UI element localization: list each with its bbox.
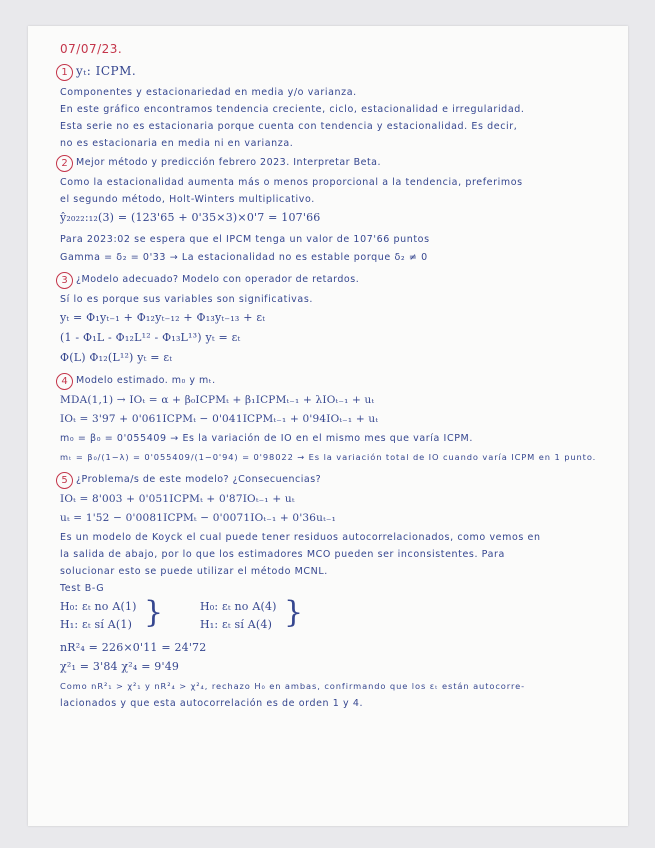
s1-line-1: En este gráfico encontramos tendencia creciente, ciclo, estacionalidad e irregularidad. [60, 104, 525, 115]
s2-line-2: el segundo método, Holt-Winters multiplicativo. [60, 194, 315, 205]
s5-test: Test B-G [60, 583, 105, 594]
section-number-2: 2 [56, 155, 73, 172]
s5-line-3: solucionar esto se puede utilizar el método MCNL. [60, 566, 328, 577]
s5-line-2: la salida de abajo, por lo que los estimadores MCO pueden ser inconsistentes. Para [60, 549, 505, 560]
s5-h1-a4: H₁: εₜ sí A(4) [200, 618, 273, 631]
s2-forecast: ŷ₂₀₂₂:₁₂(3) = (123'65 + 0'35×3)×0'7 = 107'66 [60, 211, 321, 224]
section-number-4: 4 [56, 373, 73, 390]
section-title-1: yₜ: ICPM. [76, 64, 137, 78]
s2-line-1: Como la estacionalidad aumenta más o menos proporcional a la tendencia, preferimos [60, 177, 523, 188]
s1-line-2: Esta serie no es estacionaria porque cuenta con tendencia y estacionalidad. Es decir, [60, 121, 518, 132]
section-title-2: Mejor método y predicción febrero 2023. Interpretar Beta. [76, 157, 382, 168]
s5-eq-1: IOₜ = 8'003 + 0'051ICPMₜ + 0'87IOₜ₋₁ + uₜ [60, 493, 295, 505]
date: 07/07/23. [60, 42, 123, 56]
s1-heading: Componentes y estacionariedad en media y/o varianza. [60, 87, 357, 98]
s2-gamma: Gamma = δ₂ = 0'33 → La estacionalidad no es estable porque δ₂ ≠ 0 [60, 252, 428, 263]
s4-eq-1: MDA(1,1) → IOₜ = α + β₀ICPMₜ + β₁ICPMₜ₋₁ + λIOₜ₋₁ + uₜ [60, 394, 375, 406]
s4-eq-2: IOₜ = 3'97 + 0'061ICPMₜ − 0'041ICPMₜ₋₁ + 0'94IOₜ₋₁ + uₜ [60, 413, 379, 425]
s5-h0-a4: H₀: εₜ no A(4) [200, 600, 277, 613]
s5-nr: nR²₄ = 226×0'11 = 24'72 [60, 641, 207, 654]
s5-h1-a1: H₁: εₜ sí A(1) [60, 618, 133, 631]
s5-line-1: Es un modelo de Koyck el cual puede tener residuos autocorrelacionados, como vemos en [60, 532, 541, 543]
s5-conclusion-1: Como nR²₁ > χ²₁ y nR²₄ > χ²₄, rechazo H₀ en ambas, confirmando que los εₜ están autocorre- [60, 681, 525, 691]
s3-eq-1: yₜ = Φ₁yₜ₋₁ + Φ₁₂yₜ₋₁₂ + Φ₁₃yₜ₋₁₃ + εₜ [60, 311, 266, 324]
s3-line: Sí lo es porque sus variables son significativas. [60, 294, 313, 305]
section-number-3: 3 [56, 272, 73, 289]
s3-eq-3: Φ(L) Φ₁₂(L¹²) yₜ = εₜ [60, 351, 173, 364]
s2-para: Para 2023:02 se espera que el IPCM tenga un valor de 107'66 puntos [60, 234, 430, 245]
s5-h0-a1: H₀: εₜ no A(1) [60, 600, 137, 613]
section-number-1: 1 [56, 64, 73, 81]
section-title-3: ¿Modelo adecuado? Modelo con operador de retardos. [76, 274, 360, 285]
section-title-5: ¿Problema/s de este modelo? ¿Consecuencias? [76, 474, 322, 485]
s5-eq-2: uₜ = 1'52 − 0'0081ICPMₜ − 0'0071IOₜ₋₁ + 0'36uₜ₋₁ [60, 512, 337, 524]
s4-mt: mₜ = β₀/(1−λ) = 0'055409/(1−0'94) = 0'98022 → Es la variación total de IO cuando varía ICPM en 1 punto. [60, 452, 597, 462]
brace-2: } [284, 595, 304, 630]
s3-eq-2: (1 - Φ₁L - Φ₁₂L¹² - Φ₁₃L¹³) yₜ = εₜ [60, 331, 241, 344]
s5-conclusion-2: lacionados y que esta autocorrelación es de orden 1 y 4. [60, 698, 364, 709]
brace-1: } [144, 595, 164, 630]
s4-m0: m₀ = β₀ = 0'055409 → Es la variación de IO en el mismo mes que varía ICPM. [60, 433, 473, 444]
s5-chi: χ²₁ = 3'84 χ²₄ = 9'49 [60, 660, 180, 673]
section-number-5: 5 [56, 472, 73, 489]
section-title-4: Modelo estimado. m₀ y mₜ. [76, 375, 216, 386]
s1-line-3: no es estacionaria en media ni en varianza. [60, 138, 294, 149]
